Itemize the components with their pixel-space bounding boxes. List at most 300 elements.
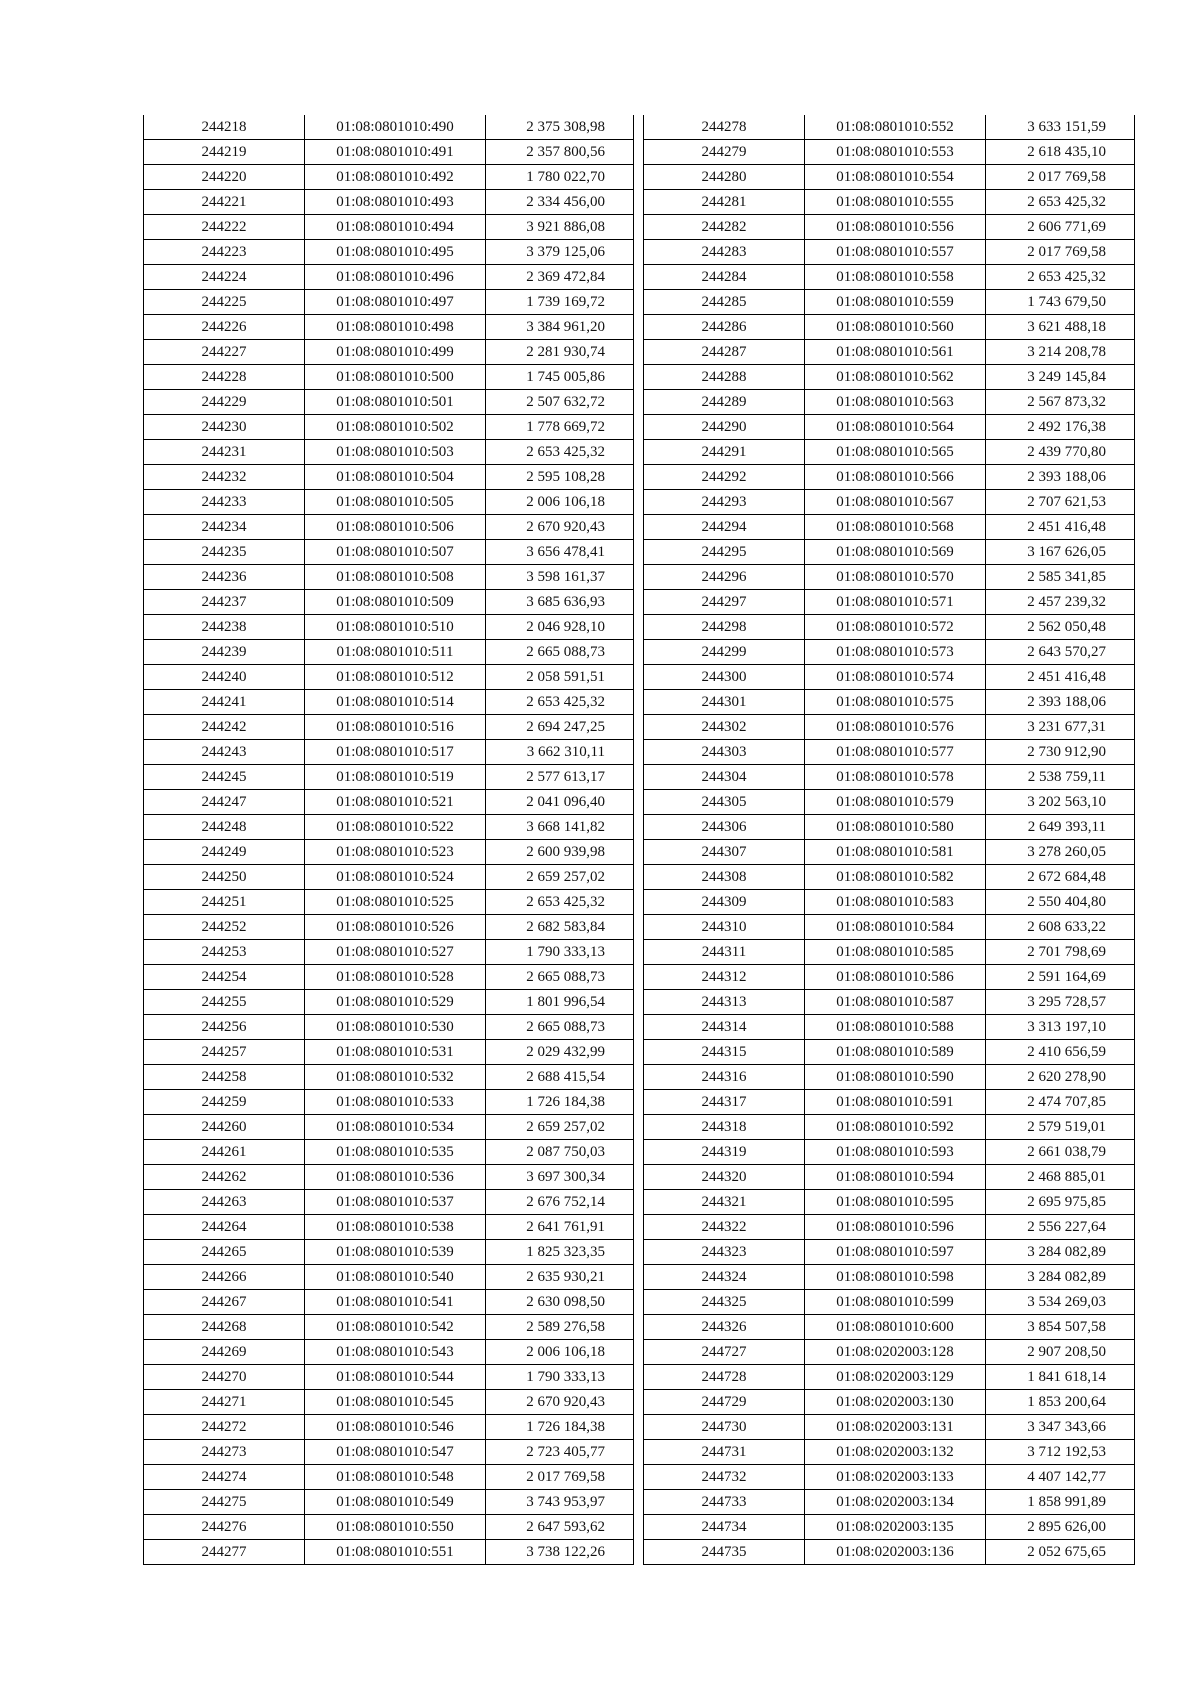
value-cell: 1 778 669,72 [486, 415, 634, 440]
value-cell: 3 347 343,66 [986, 1415, 1135, 1440]
row-number-cell: 244302 [644, 715, 805, 740]
value-cell: 1 745 005,86 [486, 365, 634, 390]
value-cell: 2 620 278,90 [986, 1065, 1135, 1090]
row-number-cell: 244238 [144, 615, 305, 640]
table-row [144, 340, 634, 365]
cadastral-number-cell: 01:08:0801010:586 [805, 965, 986, 990]
value-cell: 2 688 415,54 [486, 1065, 634, 1090]
cadastral-number-cell: 01:08:0801010:541 [305, 1290, 486, 1315]
cadastral-number-cell: 01:08:0801010:505 [305, 490, 486, 515]
table-row [644, 490, 1135, 515]
row-number-cell: 244265 [144, 1240, 305, 1265]
value-cell: 2 087 750,03 [486, 1140, 634, 1165]
row-number-cell: 244318 [644, 1115, 805, 1140]
row-number-cell: 244308 [644, 865, 805, 890]
cadastral-number-cell: 01:08:0801010:589 [805, 1040, 986, 1065]
table-row [644, 1240, 1135, 1265]
cadastral-number-cell: 01:08:0801010:503 [305, 440, 486, 465]
cadastral-number-cell: 01:08:0801010:580 [805, 815, 986, 840]
value-cell: 3 278 260,05 [986, 840, 1135, 865]
row-number-cell: 244223 [144, 240, 305, 265]
value-cell: 3 656 478,41 [486, 540, 634, 565]
cadastral-number-cell: 01:08:0801010:592 [805, 1115, 986, 1140]
value-cell: 2 585 341,85 [986, 565, 1135, 590]
row-number-cell: 244242 [144, 715, 305, 740]
cadastral-number-cell: 01:08:0801010:552 [805, 115, 986, 140]
value-cell: 3 921 886,08 [486, 215, 634, 240]
value-cell: 1 853 200,64 [986, 1390, 1135, 1415]
cadastral-number-cell: 01:08:0801010:534 [305, 1115, 486, 1140]
table-row [644, 1290, 1135, 1315]
table-row [644, 665, 1135, 690]
value-cell: 2 017 769,58 [986, 240, 1135, 265]
table-row [144, 1490, 634, 1515]
cadastral-number-cell: 01:08:0801010:591 [805, 1090, 986, 1115]
table-row [644, 940, 1135, 965]
row-number-cell: 244280 [644, 165, 805, 190]
row-number-cell: 244235 [144, 540, 305, 565]
value-cell: 2 653 425,32 [486, 690, 634, 715]
cadastral-number-cell: 01:08:0801010:588 [805, 1015, 986, 1040]
value-cell: 2 618 435,10 [986, 140, 1135, 165]
cadastral-number-cell: 01:08:0801010:597 [805, 1240, 986, 1265]
table-row [644, 1365, 1135, 1390]
table-row [644, 365, 1135, 390]
value-cell: 2 653 425,32 [486, 440, 634, 465]
table-row [144, 290, 634, 315]
cadastral-number-cell: 01:08:0801010:558 [805, 265, 986, 290]
cadastral-number-cell: 01:08:0801010:511 [305, 640, 486, 665]
table-row [644, 1490, 1135, 1515]
table-row [644, 890, 1135, 915]
cadastral-number-cell: 01:08:0801010:575 [805, 690, 986, 715]
row-number-cell: 244290 [644, 415, 805, 440]
cadastral-number-cell: 01:08:0801010:599 [805, 1290, 986, 1315]
table-row [144, 740, 634, 765]
row-number-cell: 244313 [644, 990, 805, 1015]
value-cell: 2 058 591,51 [486, 665, 634, 690]
value-cell: 2 046 928,10 [486, 615, 634, 640]
table-row [144, 415, 634, 440]
row-number-cell: 244727 [644, 1340, 805, 1365]
value-cell: 2 606 771,69 [986, 215, 1135, 240]
table-row [644, 215, 1135, 240]
value-cell: 3 295 728,57 [986, 990, 1135, 1015]
row-number-cell: 244249 [144, 840, 305, 865]
cadastral-number-cell: 01:08:0801010:590 [805, 1065, 986, 1090]
row-number-cell: 244260 [144, 1115, 305, 1140]
cadastral-number-cell: 01:08:0801010:493 [305, 190, 486, 215]
value-cell: 3 379 125,06 [486, 240, 634, 265]
value-cell: 2 595 108,28 [486, 465, 634, 490]
cadastral-number-cell: 01:08:0801010:571 [805, 590, 986, 615]
table-row [644, 865, 1135, 890]
row-number-cell: 244282 [644, 215, 805, 240]
cadastral-number-cell: 01:08:0202003:135 [805, 1515, 986, 1540]
cadastral-number-cell: 01:08:0801010:517 [305, 740, 486, 765]
table-row [644, 715, 1135, 740]
cadastral-number-cell: 01:08:0801010:573 [805, 640, 986, 665]
value-cell: 2 451 416,48 [986, 665, 1135, 690]
row-number-cell: 244250 [144, 865, 305, 890]
table-row [144, 365, 634, 390]
table-row [644, 840, 1135, 865]
table-row [144, 1365, 634, 1390]
value-cell: 3 697 300,34 [486, 1165, 634, 1190]
value-cell: 2 670 920,43 [486, 1390, 634, 1415]
cadastral-number-cell: 01:08:0801010:554 [805, 165, 986, 190]
row-number-cell: 244315 [644, 1040, 805, 1065]
cadastral-number-cell: 01:08:0801010:508 [305, 565, 486, 590]
table-row [644, 115, 1135, 140]
value-cell: 2 723 405,77 [486, 1440, 634, 1465]
cadastral-number-cell: 01:08:0801010:498 [305, 315, 486, 340]
cadastral-number-cell: 01:08:0801010:530 [305, 1015, 486, 1040]
row-number-cell: 244248 [144, 815, 305, 840]
row-number-cell: 244325 [644, 1290, 805, 1315]
table-row [644, 515, 1135, 540]
cadastral-number-cell: 01:08:0801010:555 [805, 190, 986, 215]
table-row [644, 1140, 1135, 1165]
table-row [644, 1390, 1135, 1415]
row-number-cell: 244278 [644, 115, 805, 140]
row-number-cell: 244247 [144, 790, 305, 815]
value-cell: 2 682 583,84 [486, 915, 634, 940]
value-cell: 2 507 632,72 [486, 390, 634, 415]
value-cell: 1 790 333,13 [486, 940, 634, 965]
table-row [144, 840, 634, 865]
table-row [144, 1340, 634, 1365]
table-row [144, 665, 634, 690]
value-cell: 2 577 613,17 [486, 765, 634, 790]
row-number-cell: 244277 [144, 1540, 305, 1565]
table-row [644, 1415, 1135, 1440]
row-number-cell: 244229 [144, 390, 305, 415]
table-row [144, 990, 634, 1015]
cadastral-number-cell: 01:08:0801010:596 [805, 1215, 986, 1240]
table-row [144, 1065, 634, 1090]
table-row [644, 140, 1135, 165]
value-cell: 2 653 425,32 [986, 265, 1135, 290]
cadastral-number-cell: 01:08:0801010:523 [305, 840, 486, 865]
row-number-cell: 244270 [144, 1365, 305, 1390]
table-row [644, 1015, 1135, 1040]
table-row [644, 1315, 1135, 1340]
cadastral-number-cell: 01:08:0202003:132 [805, 1440, 986, 1465]
value-cell: 3 384 961,20 [486, 315, 634, 340]
row-number-cell: 244239 [144, 640, 305, 665]
row-number-cell: 244234 [144, 515, 305, 540]
cadastral-number-cell: 01:08:0801010:529 [305, 990, 486, 1015]
row-number-cell: 244309 [644, 890, 805, 915]
table-row [644, 465, 1135, 490]
value-cell: 2 670 920,43 [486, 515, 634, 540]
cadastral-table-right [643, 115, 1135, 1565]
cadastral-number-cell: 01:08:0801010:568 [805, 515, 986, 540]
value-cell: 3 167 626,05 [986, 540, 1135, 565]
value-cell: 3 743 953,97 [486, 1490, 634, 1515]
value-cell: 2 659 257,02 [486, 865, 634, 890]
value-cell: 3 662 310,11 [486, 740, 634, 765]
cadastral-number-cell: 01:08:0801010:549 [305, 1490, 486, 1515]
cadastral-number-cell: 01:08:0801010:510 [305, 615, 486, 640]
table-row [144, 190, 634, 215]
cadastral-number-cell: 01:08:0801010:574 [805, 665, 986, 690]
row-number-cell: 244304 [644, 765, 805, 790]
table-row [144, 1215, 634, 1240]
value-cell: 3 214 208,78 [986, 340, 1135, 365]
row-number-cell: 244729 [644, 1390, 805, 1415]
cadastral-number-cell: 01:08:0801010:533 [305, 1090, 486, 1115]
value-cell: 2 730 912,90 [986, 740, 1135, 765]
value-cell: 2 589 276,58 [486, 1315, 634, 1340]
row-number-cell: 244258 [144, 1065, 305, 1090]
cadastral-number-cell: 01:08:0801010:544 [305, 1365, 486, 1390]
row-number-cell: 244283 [644, 240, 805, 265]
table-row [644, 1515, 1135, 1540]
table-row [144, 1265, 634, 1290]
table-row [144, 1315, 634, 1340]
table-row [144, 1415, 634, 1440]
row-number-cell: 244252 [144, 915, 305, 940]
cadastral-number-cell: 01:08:0801010:584 [805, 915, 986, 940]
table-row [644, 790, 1135, 815]
table-row [144, 965, 634, 990]
row-number-cell: 244297 [644, 590, 805, 615]
value-cell: 1 739 169,72 [486, 290, 634, 315]
table-body [644, 115, 1135, 1565]
row-number-cell: 244255 [144, 990, 305, 1015]
cadastral-number-cell: 01:08:0202003:131 [805, 1415, 986, 1440]
cadastral-number-cell: 01:08:0202003:129 [805, 1365, 986, 1390]
value-cell: 2 665 088,73 [486, 640, 634, 665]
value-cell: 2 665 088,73 [486, 965, 634, 990]
row-number-cell: 244288 [644, 365, 805, 390]
value-cell: 2 006 106,18 [486, 490, 634, 515]
value-cell: 2 410 656,59 [986, 1040, 1135, 1065]
value-cell: 2 630 098,50 [486, 1290, 634, 1315]
table-row [144, 815, 634, 840]
row-number-cell: 244306 [644, 815, 805, 840]
row-number-cell: 244273 [144, 1440, 305, 1465]
row-number-cell: 244230 [144, 415, 305, 440]
table-row [644, 1040, 1135, 1065]
value-cell: 2 562 050,48 [986, 615, 1135, 640]
cadastral-number-cell: 01:08:0801010:567 [805, 490, 986, 515]
row-number-cell: 244731 [644, 1440, 805, 1465]
cadastral-number-cell: 01:08:0202003:133 [805, 1465, 986, 1490]
row-number-cell: 244218 [144, 115, 305, 140]
value-cell: 2 701 798,69 [986, 940, 1135, 965]
row-number-cell: 244286 [644, 315, 805, 340]
value-cell: 2 029 432,99 [486, 1040, 634, 1065]
value-cell: 2 608 633,22 [986, 915, 1135, 940]
value-cell: 2 649 393,11 [986, 815, 1135, 840]
table-row [144, 515, 634, 540]
table-row [144, 1015, 634, 1040]
table-row [144, 1390, 634, 1415]
value-cell: 2 665 088,73 [486, 1015, 634, 1040]
cadastral-number-cell: 01:08:0202003:134 [805, 1490, 986, 1515]
value-cell: 2 017 769,58 [486, 1465, 634, 1490]
table-row [644, 1065, 1135, 1090]
table-row [144, 1290, 634, 1315]
row-number-cell: 244228 [144, 365, 305, 390]
row-number-cell: 244732 [644, 1465, 805, 1490]
cadastral-number-cell: 01:08:0801010:500 [305, 365, 486, 390]
row-number-cell: 244257 [144, 1040, 305, 1065]
table-row [644, 440, 1135, 465]
table-row [644, 1340, 1135, 1365]
cadastral-number-cell: 01:08:0801010:578 [805, 765, 986, 790]
table-row [144, 1165, 634, 1190]
cadastral-number-cell: 01:08:0801010:495 [305, 240, 486, 265]
value-cell: 2 694 247,25 [486, 715, 634, 740]
value-cell: 2 600 939,98 [486, 840, 634, 865]
row-number-cell: 244241 [144, 690, 305, 715]
cadastral-number-cell: 01:08:0801010:540 [305, 1265, 486, 1290]
table-row [644, 815, 1135, 840]
row-number-cell: 244220 [144, 165, 305, 190]
table-row [644, 590, 1135, 615]
row-number-cell: 244733 [644, 1490, 805, 1515]
cadastral-number-cell: 01:08:0801010:563 [805, 390, 986, 415]
value-cell: 2 907 208,50 [986, 1340, 1135, 1365]
value-cell: 3 598 161,37 [486, 565, 634, 590]
value-cell: 2 393 188,06 [986, 690, 1135, 715]
cadastral-number-cell: 01:08:0801010:506 [305, 515, 486, 540]
table-row [144, 1190, 634, 1215]
row-number-cell: 244296 [644, 565, 805, 590]
value-cell: 2 393 188,06 [986, 465, 1135, 490]
row-number-cell: 244301 [644, 690, 805, 715]
row-number-cell: 244319 [644, 1140, 805, 1165]
cadastral-number-cell: 01:08:0801010:521 [305, 790, 486, 815]
row-number-cell: 244324 [644, 1265, 805, 1290]
cadastral-number-cell: 01:08:0801010:525 [305, 890, 486, 915]
cadastral-number-cell: 01:08:0801010:504 [305, 465, 486, 490]
table-row [644, 565, 1135, 590]
value-cell: 2 676 752,14 [486, 1190, 634, 1215]
value-cell: 3 738 122,26 [486, 1540, 634, 1565]
row-number-cell: 244269 [144, 1340, 305, 1365]
cadastral-number-cell: 01:08:0801010:569 [805, 540, 986, 565]
row-number-cell: 244222 [144, 215, 305, 240]
table-row [144, 940, 634, 965]
table-row [144, 265, 634, 290]
value-cell: 2 653 425,32 [986, 190, 1135, 215]
value-cell: 3 668 141,82 [486, 815, 634, 840]
value-cell: 1 743 679,50 [986, 290, 1135, 315]
value-cell: 2 579 519,01 [986, 1115, 1135, 1140]
row-number-cell: 244267 [144, 1290, 305, 1315]
cadastral-number-cell: 01:08:0801010:582 [805, 865, 986, 890]
table-row [144, 465, 634, 490]
cadastral-number-cell: 01:08:0801010:492 [305, 165, 486, 190]
value-cell: 2 369 472,84 [486, 265, 634, 290]
row-number-cell: 244730 [644, 1415, 805, 1440]
cadastral-number-cell: 01:08:0801010:526 [305, 915, 486, 940]
row-number-cell: 244261 [144, 1140, 305, 1165]
table-row [144, 715, 634, 740]
value-cell: 3 534 269,03 [986, 1290, 1135, 1315]
value-cell: 2 672 684,48 [986, 865, 1135, 890]
value-cell: 3 249 145,84 [986, 365, 1135, 390]
table-row [144, 1440, 634, 1465]
table-row [144, 140, 634, 165]
table-row [644, 915, 1135, 940]
table-row [144, 1515, 634, 1540]
cadastral-number-cell: 01:08:0801010:566 [805, 465, 986, 490]
cadastral-number-cell: 01:08:0801010:537 [305, 1190, 486, 1215]
table-row [644, 1190, 1135, 1215]
table-row [144, 590, 634, 615]
row-number-cell: 244232 [144, 465, 305, 490]
value-cell: 2 439 770,80 [986, 440, 1135, 465]
table-row [644, 290, 1135, 315]
cadastral-number-cell: 01:08:0801010:561 [805, 340, 986, 365]
row-number-cell: 244225 [144, 290, 305, 315]
row-number-cell: 244245 [144, 765, 305, 790]
table-row [644, 990, 1135, 1015]
value-cell: 3 712 192,53 [986, 1440, 1135, 1465]
cadastral-number-cell: 01:08:0801010:497 [305, 290, 486, 315]
row-number-cell: 244254 [144, 965, 305, 990]
table-row [644, 315, 1135, 340]
value-cell: 3 854 507,58 [986, 1315, 1135, 1340]
table-row [644, 965, 1135, 990]
value-cell: 2 281 930,74 [486, 340, 634, 365]
table-row [144, 565, 634, 590]
cadastral-number-cell: 01:08:0801010:512 [305, 665, 486, 690]
row-number-cell: 244281 [644, 190, 805, 215]
row-number-cell: 244316 [644, 1065, 805, 1090]
cadastral-number-cell: 01:08:0801010:562 [805, 365, 986, 390]
table-row [144, 865, 634, 890]
row-number-cell: 244311 [644, 940, 805, 965]
table-row [644, 1265, 1135, 1290]
table-row [144, 115, 634, 140]
value-cell: 2 334 456,00 [486, 190, 634, 215]
value-cell: 2 556 227,64 [986, 1215, 1135, 1240]
cadastral-number-cell: 01:08:0801010:499 [305, 340, 486, 365]
cadastral-number-cell: 01:08:0801010:550 [305, 1515, 486, 1540]
value-cell: 2 641 761,91 [486, 1215, 634, 1240]
cadastral-number-cell: 01:08:0801010:507 [305, 540, 486, 565]
value-cell: 2 538 759,11 [986, 765, 1135, 790]
row-number-cell: 244233 [144, 490, 305, 515]
table-row [644, 190, 1135, 215]
cadastral-number-cell: 01:08:0801010:585 [805, 940, 986, 965]
row-number-cell: 244237 [144, 590, 305, 615]
value-cell: 1 780 022,70 [486, 165, 634, 190]
row-number-cell: 244284 [644, 265, 805, 290]
value-cell: 3 621 488,18 [986, 315, 1135, 340]
row-number-cell: 244227 [144, 340, 305, 365]
table-row [144, 690, 634, 715]
table-row [144, 1465, 634, 1490]
value-cell: 3 284 082,89 [986, 1240, 1135, 1265]
table-row [644, 1115, 1135, 1140]
row-number-cell: 244734 [644, 1515, 805, 1540]
cadastral-number-cell: 01:08:0801010:490 [305, 115, 486, 140]
table-row [644, 540, 1135, 565]
cadastral-table-left [143, 115, 634, 1565]
value-cell: 2 550 404,80 [986, 890, 1135, 915]
cadastral-number-cell: 01:08:0801010:557 [805, 240, 986, 265]
value-cell: 2 492 176,38 [986, 415, 1135, 440]
cadastral-number-cell: 01:08:0801010:572 [805, 615, 986, 640]
